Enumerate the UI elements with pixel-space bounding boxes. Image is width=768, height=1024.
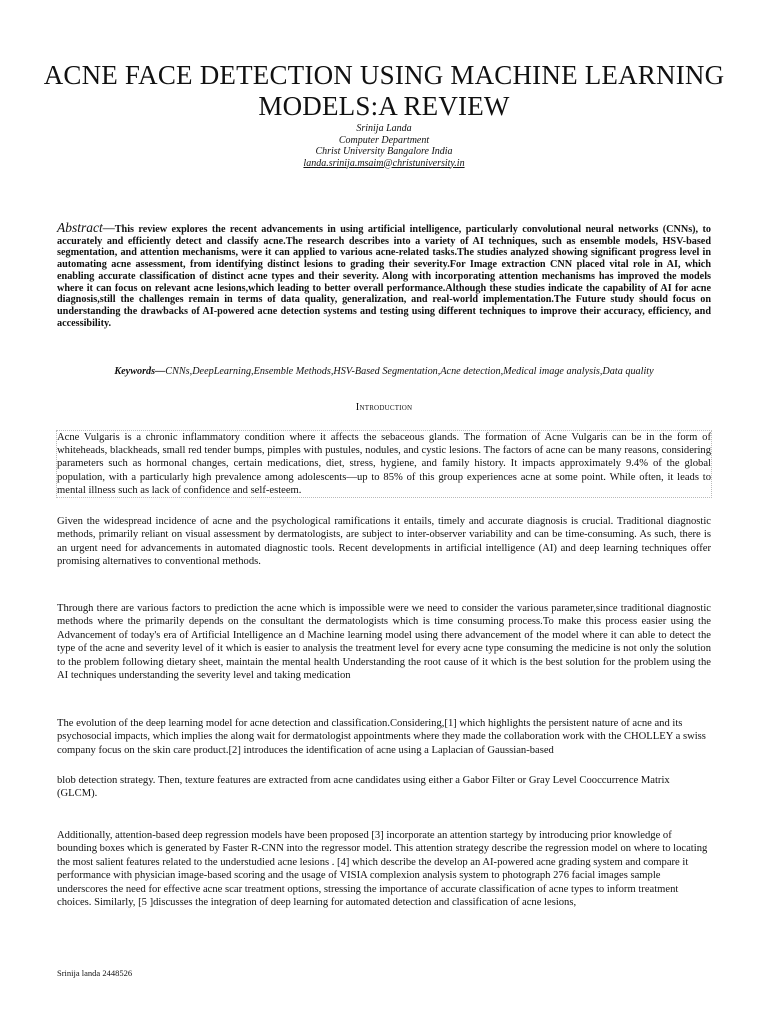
keywords xyxy=(57,366,711,378)
intro-paragraph-1: Acne Vulgaris is a chronic inflammatory condition where it affects the sebaceous glands. The formation of Acne Vulgaris can be in the form of whiteheads, blackheads, small red tender bumps, pimples with pustules, nodules, and cystic lesions. The factors of acne can be many reasons, considering parameters such as hormonal changes, certain medications, diet, stress, hygiene, and family history. It impacts approximately 9.4% of the global population, with a particularly high prevalence among adolescents—up to 85% of this group experiences acne at some point. While often, it leads to mental illness such as lack of confidence and self-esteem. xyxy=(57,432,711,496)
abstract xyxy=(57,222,711,329)
author-name: Srinija Landa xyxy=(356,123,412,134)
abstract-text: This review explores the recent advancements in using artificial intelligence, particularly convolutional neural networks (CNNs), to accurately and efficiently detect and classify acne.The research describes into a variety of AI techniques, such as ensemble models, HSV-based segmentation, and attention mechanisms, were it can applied to various acne-related tasks.The studies analyzed showing significant progress level in automating acne assessment, from identifying distinct lesions to grading their severity.For Image extraction CNN placed vital role in AI, which enabling accurate classification of distinct acne types and their severity. Along with incorporating attention mechanisms has improved the models where it can focus on relevant acne lesions,which leading to better overall performance.Although these studies indicate the capability of AI for acne diagnosis,still the challenges remain in terms of data quality, generalization, and real-world implementation.The Future study should focus on understanding the drawbacks of AI-powered acne detection systems and testing using different techniques to improve their accuracy, efficiency, and accessibility. xyxy=(57,224,711,329)
author-department: Computer Department xyxy=(338,134,430,146)
abstract-label: Abstract— xyxy=(57,220,115,235)
page-footer: Srinija landa 2448526 xyxy=(57,968,133,978)
intro-paragraph-4: The evolution of the deep learning model for acne detection and classification.Considering,[1] which highlights the persistent nature of acne and its psychosocial impacts, which implies the along wait for dermatologist appointments where they made the collaboration work with the CHOLLEY a swiss company focus on the skin care product.[2] introduces the identification of acne using a Laplacian of Gaussian-based xyxy=(57,718,706,756)
paper-title: ACNE FACE DETECTION USING MACHINE LEARNING MODELS:A REVIEW xyxy=(43,60,725,121)
intro-paragraph-6: Additionally, attention-based deep regression models have been proposed [3] incorporate an attention startegy by introducing prior knowledge of bounding boxes which is generated by Faster R-CNN into the regressor model. This attention strategy describe the regression model on where to locating the most salient features related to the understudied acne lesions . [4] which describe the develop an AI-powered acne grading system and compare it performance with physician image-based scoring and the usage of VISIA complexion analysis system to photograph 276 facial images sample underscores the need for effective acne scar treatment options, stressing the importance of accurate classification of acne types to inform treatment choices. Similarly, [5 ]discusses the integration of deep learning for automated detection and classification of acne lesions, xyxy=(57,830,708,909)
author-affiliation: Christ University Bangalore India xyxy=(315,146,453,157)
author-block xyxy=(200,123,568,169)
intro-paragraph-5: blob detection strategy. Then, texture features are extracted from acne candidates using either a Gabor Filter or Gray Level Cooccurrence Matrix (GLCM). xyxy=(57,775,670,800)
intro-paragraph-2: Given the widespread incidence of acne and the psychological ramifications it entails, timely and accurate diagnosis is crucial. Traditional diagnostic methods, primarily reliant on visual assessment by dermatologists, are subject to inter-observer variability and can be time-consuming. As such, there is an urgent need for advancements in automated diagnostic tools. Recent developments in artificial intelligence (AI) and deep learning techniques offer promising alternatives to conventional methods. xyxy=(57,516,711,568)
author-email-link[interactable]: landa.srinija.msaim@christuniversity.in xyxy=(303,157,465,169)
keywords-text: CNNs,DeepLearning,Ensemble Methods,HSV-Based Segmentation,Acne detection,Medical image analysis,Data quality xyxy=(165,366,654,377)
keywords-label: Keywords— xyxy=(114,366,166,377)
intro-paragraph-3: Through there are various factors to prediction the acne which is impossible were we need to consider the various parameter,since traditional diagnostic methods where the primarily depends on the consultant the dermatologists which is time consuming process.To make this process easier using the Advancement of today's era of Artificial Intelligence an d Machine learning model using there advancement of the model where it can able to detect the type of the acne and severity level of it which is easier to analysis the treatment level for every acne type consuming the medicine is not only the solution to the problem following dietary sheet, maintain the mental health Understanding the root cause of it which is the best solution for the problem using the AI techniques understanding the severity level and taking medication xyxy=(57,603,711,682)
section-heading-introduction: Introduction xyxy=(355,402,413,413)
